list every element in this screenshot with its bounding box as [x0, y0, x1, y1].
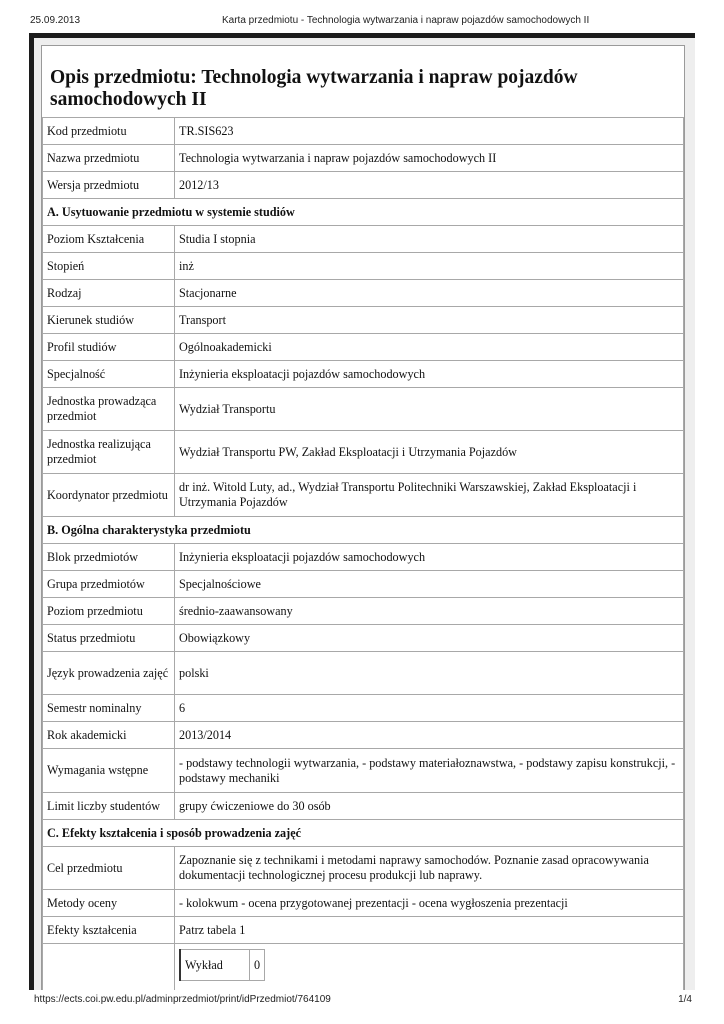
row-value: 2012/13 — [175, 172, 684, 199]
row-value: Specjalnościowe — [175, 571, 684, 598]
table-row — [43, 280, 684, 307]
page-title: Opis przedmiotu: Technologia wytwarzania i napraw pojazdów samochodowych II — [50, 67, 578, 110]
row-label: Limit liczby studentów — [43, 793, 175, 820]
hours-table — [179, 949, 265, 981]
row-value: Ogólnoakademicki — [175, 334, 684, 361]
row-value: inż — [175, 253, 684, 280]
row-label: Status przedmiotu — [43, 625, 175, 652]
row-value: Transport — [175, 307, 684, 334]
table-row — [43, 598, 684, 625]
row-label: Metody oceny — [43, 890, 175, 917]
row-label: Nazwa przedmiotu — [43, 145, 175, 172]
row-value: Wydział Transportu PW, Zakład Eksploatacji i Utrzymania Pojazdów — [175, 431, 684, 474]
table-row — [43, 431, 684, 474]
table-row — [43, 625, 684, 652]
table-row — [43, 118, 684, 145]
section-title: C. Efekty kształcenia i sposób prowadzenia zajęć — [43, 820, 684, 847]
row-value: polski — [175, 652, 684, 695]
hours-label: Wykład — [180, 950, 250, 981]
table-row — [43, 172, 684, 199]
table-row — [43, 307, 684, 334]
row-value: Stacjonarne — [175, 280, 684, 307]
row-label: Poziom przedmiotu — [43, 598, 175, 625]
section-header-b — [43, 517, 684, 544]
course-card — [41, 45, 685, 990]
row-label: Semestr nominalny — [43, 695, 175, 722]
row-value: TR.SIS623 — [175, 118, 684, 145]
row-label: Jednostka realizująca przedmiot — [43, 431, 175, 474]
course-info-table — [42, 117, 684, 990]
table-row — [43, 571, 684, 598]
table-row — [43, 722, 684, 749]
row-label: Rok akademicki — [43, 722, 175, 749]
row-value: Technologia wytwarzania i napraw pojazdów samochodowych II — [175, 145, 684, 172]
page-inner — [34, 38, 695, 990]
table-row — [43, 334, 684, 361]
row-value: Zapoznanie się z technikami i metodami naprawy samochodów. Poznanie zasad opracowywania dokumentacji technologicznej procesu produkcji lub naprawy. — [175, 847, 684, 890]
print-date: 25.09.2013 — [30, 15, 81, 26]
print-footer — [0, 990, 724, 1024]
hours-value: 0 — [250, 950, 265, 981]
table-row — [43, 917, 684, 944]
table-row — [43, 652, 684, 695]
row-label: Jednostka prowadząca przedmiot — [43, 388, 175, 431]
table-row — [43, 361, 684, 388]
table-row — [43, 944, 684, 991]
print-page-title: Karta przedmiotu - Technologia wytwarzania i napraw pojazdów samochodowych II — [222, 15, 590, 26]
row-value: dr inż. Witold Luty, ad., Wydział Transportu Politechniki Warszawskiej, Zakład Eksploatacji i Utrzymania Pojazdów — [175, 474, 684, 517]
table-row — [43, 890, 684, 917]
row-label: Kod przedmiotu — [43, 118, 175, 145]
row-label — [43, 944, 175, 991]
row-label: Efekty kształcenia — [43, 917, 175, 944]
row-value: 6 — [175, 695, 684, 722]
row-value: Obowiązkowy — [175, 625, 684, 652]
row-value: Patrz tabela 1 — [175, 917, 684, 944]
row-value: średnio-zaawansowany — [175, 598, 684, 625]
table-row — [43, 226, 684, 253]
print-url: https://ects.coi.pw.edu.pl/adminprzedmiot/print/idPrzedmiot/764109 — [34, 994, 331, 1005]
row-label: Stopień — [43, 253, 175, 280]
row-value: - podstawy technologii wytwarzania, - podstawy materiałoznawstwa, - podstawy zapisu konstrukcji, - podstawy mechaniki — [175, 749, 684, 793]
row-value: Studia I stopnia — [175, 226, 684, 253]
row-label: Kierunek studiów — [43, 307, 175, 334]
row-label: Wymagania wstępne — [43, 749, 175, 793]
row-value: - kolokwum - ocena przygotowanej prezentacji - ocena wygłoszenia prezentacji — [175, 890, 684, 917]
section-header-a — [43, 199, 684, 226]
table-row — [43, 749, 684, 793]
hours-cell — [175, 944, 684, 991]
row-label: Profil studiów — [43, 334, 175, 361]
row-label: Wersja przedmiotu — [43, 172, 175, 199]
row-value: Inżynieria eksploatacji pojazdów samochodowych — [175, 361, 684, 388]
print-header — [0, 0, 724, 30]
section-title: A. Usytuowanie przedmiotu w systemie studiów — [43, 199, 684, 226]
section-header-c — [43, 820, 684, 847]
row-label: Grupa przedmiotów — [43, 571, 175, 598]
row-label: Język prowadzenia zajęć — [43, 652, 175, 695]
table-row — [43, 474, 684, 517]
page-number: 1/4 — [678, 994, 692, 1005]
table-row — [43, 695, 684, 722]
row-label: Specjalność — [43, 361, 175, 388]
row-label: Poziom Kształcenia — [43, 226, 175, 253]
table-row — [43, 793, 684, 820]
row-value: 2013/2014 — [175, 722, 684, 749]
table-row — [43, 847, 684, 890]
row-label: Rodzaj — [43, 280, 175, 307]
hours-row — [180, 950, 265, 981]
table-row — [43, 388, 684, 431]
row-label: Koordynator przedmiotu — [43, 474, 175, 517]
row-value: Wydział Transportu — [175, 388, 684, 431]
row-value: Inżynieria eksploatacji pojazdów samochodowych — [175, 544, 684, 571]
page-frame — [29, 33, 695, 990]
table-row — [43, 145, 684, 172]
table-row — [43, 544, 684, 571]
row-label: Cel przedmiotu — [43, 847, 175, 890]
table-row — [43, 253, 684, 280]
row-label: Blok przedmiotów — [43, 544, 175, 571]
section-title: B. Ogólna charakterystyka przedmiotu — [43, 517, 684, 544]
row-value: grupy ćwiczeniowe do 30 osób — [175, 793, 684, 820]
